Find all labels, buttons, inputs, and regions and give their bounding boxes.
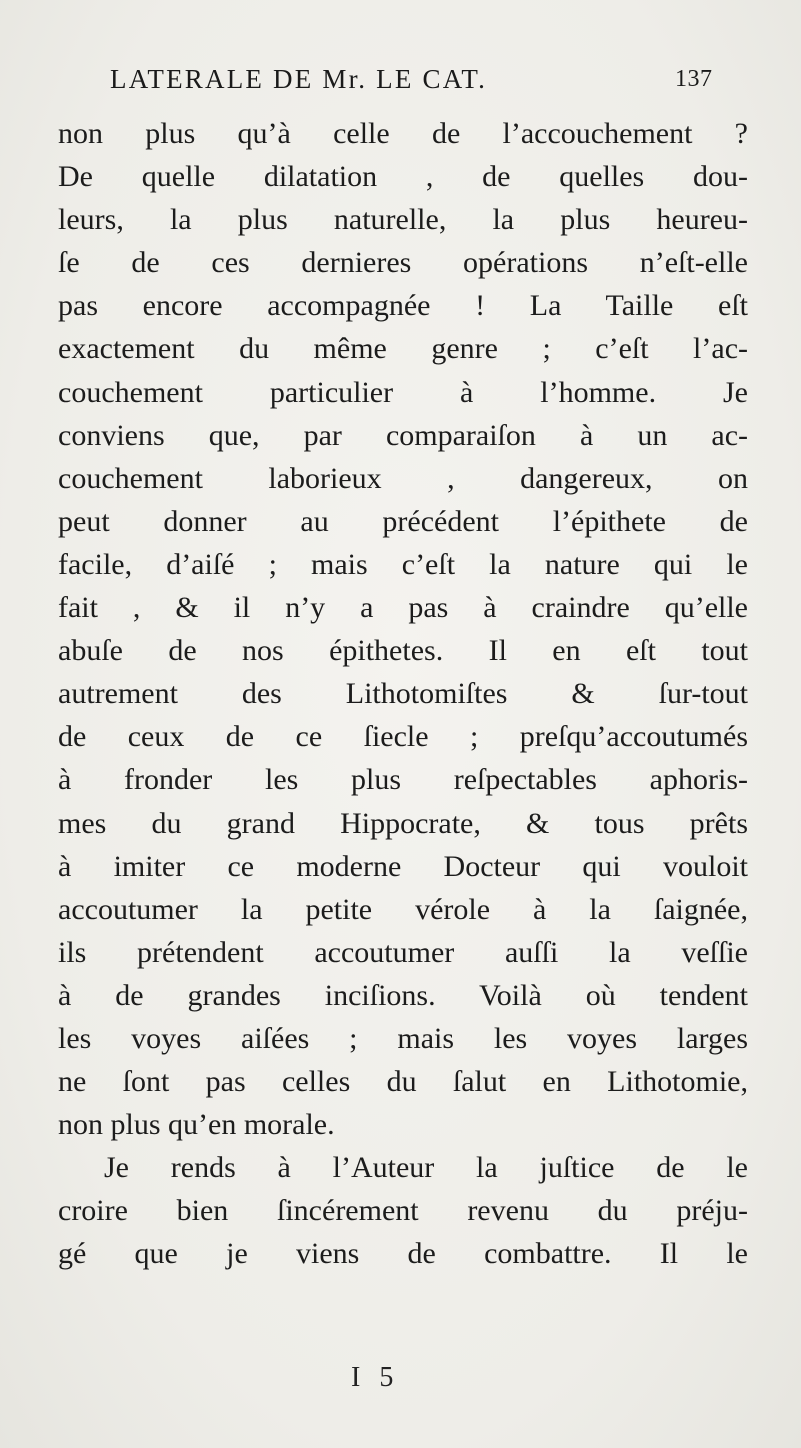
text-line: accoutumer la petite vérole à la ſaignée, [58,892,748,926]
text-line: couchement particulier à l’homme. Je [58,375,748,409]
text-line: De quelle dilatation , de quelles dou- [58,160,748,194]
text-line: à fronder les plus reſpectables aphoris- [58,763,748,797]
text-line: peut donner au précédent l’épithete de [58,504,748,538]
text-line: les voyes aiſées ; mais les voyes larges [58,1021,748,1055]
text-line: à imiter ce moderne Docteur qui vouloit [58,849,748,883]
text-line: autrement des Lithotomiſtes & ſur-tout [58,677,748,711]
text-line: croire bien ſincérement revenu du préju- [58,1194,748,1228]
text-line: ne ſont pas celles du ſalut en Lithotomie, [58,1065,748,1099]
text-line: ſe de ces dernieres opérations n’eſt-elle [58,246,748,280]
text-line: de ceux de ce ſiecle ; preſqu’accoutumés [58,720,748,754]
text-line: leurs, la plus naturelle, la plus heureu- [58,203,748,237]
text-line: abuſe de nos épithetes. Il en eſt tout [58,634,748,668]
text-line: couchement laborieux , dangereux, on [58,461,748,495]
running-head [110,16,713,94]
signature-mark: I 5 [351,1362,400,1393]
text-line: non plus qu’à celle de l’accouchement ? [58,117,748,150]
text-line: fait , & il n’y a pas à craindre qu’elle [58,591,748,625]
running-title: LATERALE DE Mr. LE CAT. [110,64,488,94]
text-line: exactement du même genre ; c’eſt l’ac- [58,332,748,366]
page-number: 137 [675,66,713,92]
text-line: gé que je viens de combattre. Il le [58,1237,748,1271]
text-line: à de grandes inciſions. Voilà où tendent [58,978,748,1012]
text-line: pas encore accompagnée ! La Taille eſt [58,289,748,323]
text-line: facile, d’aiſé ; mais c’eſt la nature qui le [58,547,748,581]
body-text [58,112,748,1276]
text-line: ils prétendent accoutumer auſſi la veſſie [58,935,748,969]
text-line: conviens que, par comparaiſon à un ac- [58,418,748,452]
text-line: mes du grand Hippocrate, & tous prêts [58,806,748,840]
text-line-paragraph-start: Je rends à l’Auteur la juſtice de le [104,1151,748,1185]
text-line: non plus qu’en morale. [58,1108,335,1142]
